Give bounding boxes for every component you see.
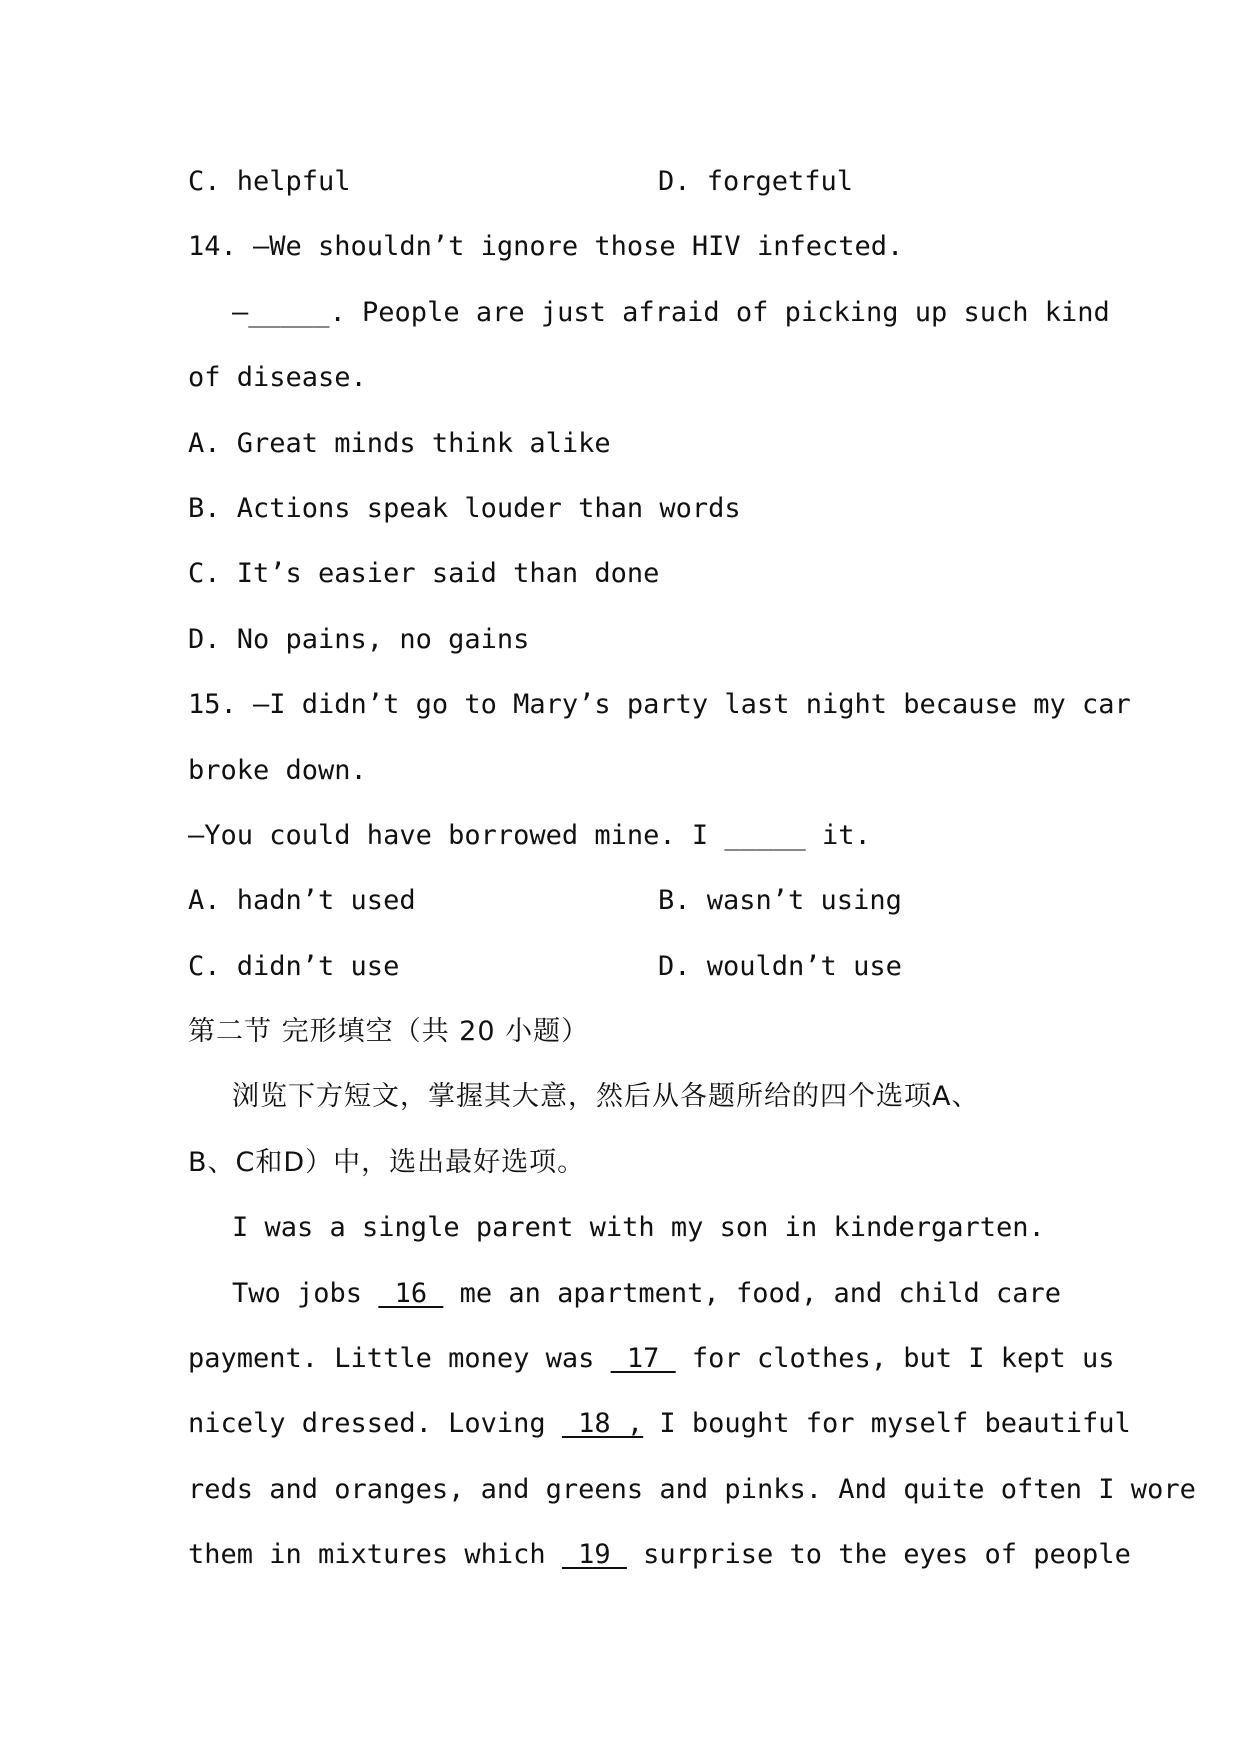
q15-option-c: C. didn’t use <box>188 950 400 982</box>
passage-line-5 <box>188 1533 1131 1598</box>
passage-line-4: reds and oranges, and greens and pinks. And quite often I wore <box>188 1473 1196 1505</box>
q15-options-row-1 <box>188 879 1058 944</box>
passage-text: me an apartment, food, and child care <box>443 1277 1062 1309</box>
q13-option-c: C. helpful <box>188 166 351 197</box>
q15-option-b: B. wasn’t using <box>658 885 902 917</box>
passage-text: them in mixtures which <box>188 1539 562 1571</box>
q14-option-b: B. Actions speak louder than words <box>188 492 741 524</box>
q15-option-d: D. wouldn’t use <box>658 950 902 982</box>
q13-options-row <box>188 160 1058 225</box>
passage-text: I bought for myself beautiful <box>643 1408 1131 1440</box>
passage-text: surprise to the eyes of people <box>626 1539 1131 1571</box>
q14-option-a: A. Great minds think alike <box>188 427 611 459</box>
q15-option-a: A. hadn’t used <box>188 885 416 917</box>
section2-instruction-line2: B、C和D）中，选出最好选项。 <box>188 1146 586 1178</box>
section2-heading: 第二节 完形填空（共 20 小题） <box>188 1016 590 1048</box>
passage-paragraph-1: I was a single parent with my son in kindergarten. <box>232 1212 1045 1244</box>
q15-stem-line2: broke down. <box>188 754 367 786</box>
q13-option-d: D. forgetful <box>658 166 854 197</box>
q14-stem: 14. —We shouldn’t ignore those HIV infected. <box>188 231 904 263</box>
passage-line-1 <box>188 1272 1062 1337</box>
passage-line-2 <box>188 1337 1115 1402</box>
section2-instruction-line1: 浏览下方短文，掌握其大意，然后从各题所给的四个选项A、 <box>232 1081 980 1113</box>
q14-reply-line2: of disease. <box>188 362 367 394</box>
q15-reply: —You could have borrowed mine. I _____ it. <box>188 819 871 851</box>
q14-option-d: D. No pains, no gains <box>188 623 530 655</box>
q14-reply-line1: —_____. People are just afraid of picking up such kind <box>232 296 1110 328</box>
passage-line-3 <box>188 1402 1131 1467</box>
blank-19: 19 <box>561 1539 627 1571</box>
exam-page <box>188 160 1196 1599</box>
blank-17: 17 <box>610 1343 676 1375</box>
q15-options-row-2 <box>188 945 1058 1010</box>
q14-option-c: C. It’s easier said than done <box>188 558 660 590</box>
passage-text: Two jobs <box>232 1277 379 1309</box>
passage-text: for clothes, but I kept us <box>675 1343 1115 1375</box>
passage-text: nicely dressed. Loving <box>188 1408 562 1440</box>
passage-text: payment. Little money was <box>188 1343 611 1375</box>
q15-stem-line1: 15. —I didn’t go to Mary’s party last night because my car <box>188 689 1131 721</box>
blank-18: 18 , <box>561 1408 644 1440</box>
blank-16: 16 <box>378 1277 444 1309</box>
